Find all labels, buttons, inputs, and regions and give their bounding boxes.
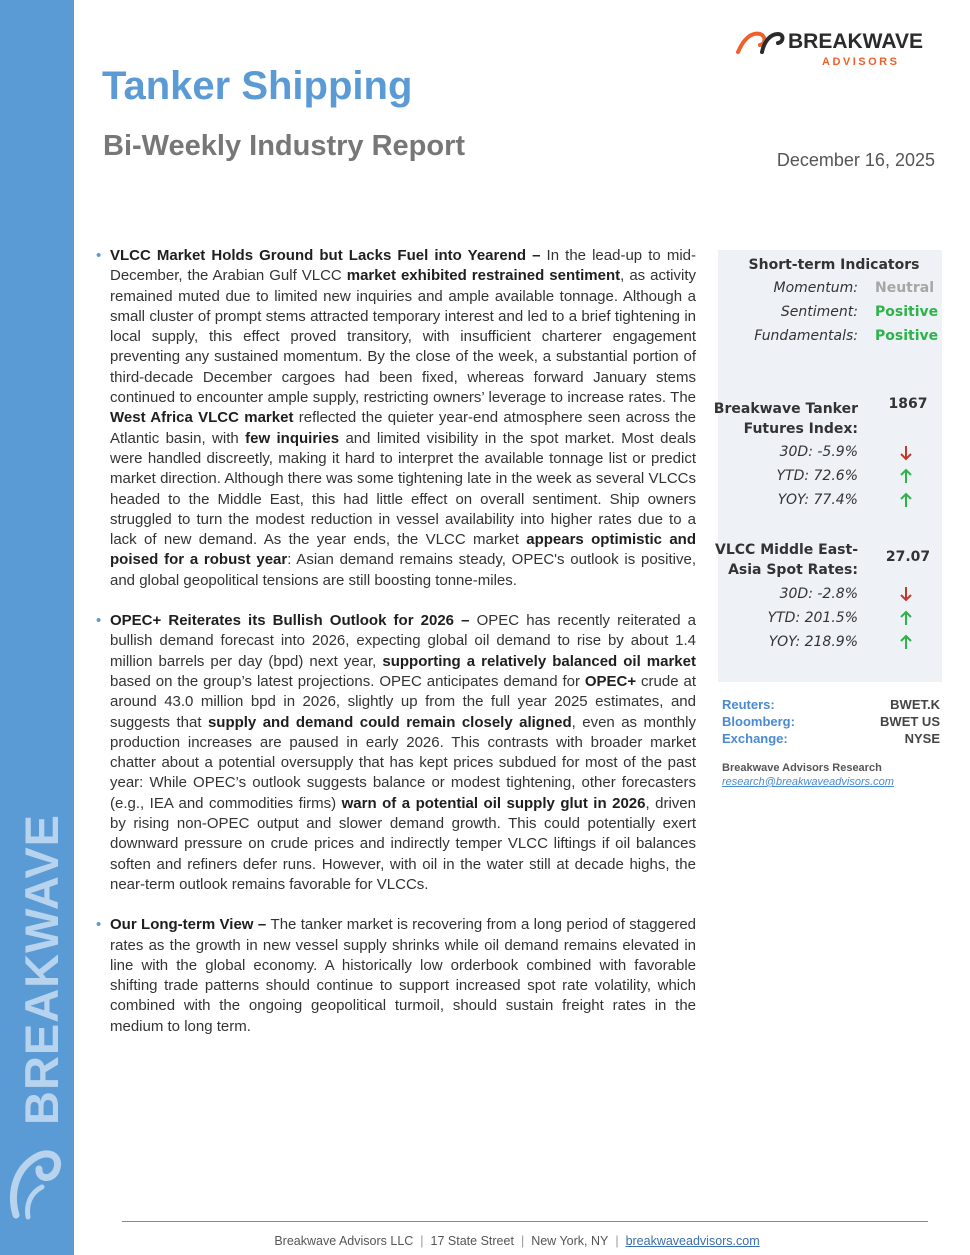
- spot-rates-value: 27.07: [885, 549, 931, 565]
- left-sidebar: [0, 0, 74, 1255]
- sidebar-brand-text: BREAKWAVE: [15, 813, 68, 1125]
- footer-company: Breakwave Advisors LLC: [274, 1234, 414, 1248]
- bullet-text-run: The tanker market is recovering from a long period of staggered rates as the growth in new vessel supply shrinks while oil demand remains elevated in line with the global economy. A historically low orderbook combined with favorable shifting trade patterns should continue to support increased spot rate volatility, which combined with the ongoing geopolitical turmoil, should sustain freight rates in the medium to long term.: [110, 916, 697, 1035]
- ticker-label: Exchange:: [722, 731, 788, 746]
- bullet-text-run: : Asian demand remains steady, OPEC's outlook is positive, and global geopolitical tensions are still boosting tonne-miles.: [110, 551, 697, 589]
- indicator-label: Sentiment:: [780, 304, 858, 320]
- bullet-text-run: In the lead-up to mid-December, the Arabian Gulf VLCC: [110, 247, 696, 285]
- ticker-row-bloomberg: [722, 713, 940, 730]
- ticker-info: [722, 696, 940, 747]
- spot-rates-title-line2: Asia Spot Rates:: [728, 562, 858, 578]
- report-title: Tanker Shipping: [102, 64, 413, 108]
- footer-address: 17 State Street: [430, 1234, 514, 1248]
- spot-rates-change-ytd: YTD: 201.5%: [767, 610, 858, 626]
- bullet-bold-phrase: VLCC Market Holds Ground but Lacks Fuel into Yearend –: [110, 247, 547, 264]
- main-content: [94, 246, 696, 1057]
- bullet-bold-phrase: few inquiries: [245, 429, 340, 447]
- indicators-title: Short-term Indicators: [748, 257, 920, 273]
- bullet-dot-icon: •: [96, 247, 102, 264]
- arrow-up-icon: [899, 610, 913, 626]
- indicators-panel: [713, 250, 942, 682]
- bullet-bold-phrase: OPEC+: [584, 672, 637, 690]
- bullet-text: [110, 916, 696, 1034]
- bullet-bold-phrase: appears optimistic and poised for a robust year: [110, 531, 697, 569]
- bullet-text-run: , driven by rising non-OPEC output and slower demand growth. This could potentially exert downward pressure on crude prices and indirectly temper VLCC liftings if oil balances soften and refiners defer runs. However, with oil in the water still at decade highs, the near-term outlook remains favorable for VLCCs.: [110, 794, 696, 893]
- arrow-up-icon: [899, 468, 913, 484]
- futures-index-change-yoy: YOY: 77.4%: [777, 492, 858, 508]
- bullet-bold-phrase: warn of a potential oil supply glut in 2026: [341, 794, 646, 812]
- indicator-value: Positive: [875, 328, 939, 344]
- footer-separator: |: [615, 1234, 619, 1248]
- futures-index-change-30d: 30D: -5.9%: [779, 444, 858, 460]
- ticker-label: Reuters:: [722, 697, 775, 712]
- ticker-value: NYSE: [904, 731, 940, 746]
- spot-rates-title: [708, 540, 858, 580]
- bullet-text-run: based on the group’s latest projections. OPEC anticipates demand for: [110, 672, 585, 690]
- logo-name: BREAKWAVE: [788, 30, 923, 53]
- spot-rates-change-yoy: YOY: 218.9%: [768, 634, 858, 650]
- sidebar-wave-logo-icon: [6, 1135, 66, 1225]
- indicator-label: Momentum:: [773, 280, 858, 296]
- indicator-value: Neutral: [875, 280, 935, 296]
- bullet-bold-phrase: Our Long-term View –: [110, 916, 271, 934]
- ticker-row-exchange: [722, 730, 940, 747]
- bullet-text-run: , as activity remained muted due to limited new inquiries and ample available tonnage. Although a small cluster of prompt stems attracted temporary interest and led to a brief tightening in local supply, this effect proved transitory, with insufficient charterer engagement preventing any sustained momentum. By the close of the week, a substantial portion of third-decade December cargoes had been fixed, whereas forward January stems continued to encounter ample supply, restricting owners’ leverage to increase rates. The: [110, 267, 696, 407]
- spot-rates-change-30d: 30D: -2.8%: [779, 586, 858, 602]
- research-contact: [722, 761, 894, 789]
- bullet-vlcc-market: [94, 246, 696, 591]
- research-email-link[interactable]: research@breakwaveadvisors.com: [722, 776, 894, 788]
- arrow-down-icon: [899, 445, 913, 461]
- bullet-bold-phrase: supporting a relatively balanced oil market: [382, 652, 696, 670]
- bullet-text: [110, 612, 696, 893]
- indicator-sentiment: [718, 304, 942, 326]
- report-date: December 16, 2025: [776, 150, 935, 170]
- arrow-up-icon: [899, 634, 913, 650]
- ticker-value: BWET US: [880, 714, 940, 729]
- indicator-fundamentals: [718, 328, 942, 350]
- bullet-text: [110, 247, 696, 589]
- indicator-value: Positive: [875, 304, 939, 320]
- research-name: Breakwave Advisors Research: [722, 762, 882, 774]
- footer-website-link[interactable]: breakwaveadvisors.com: [625, 1234, 760, 1248]
- bullet-long-term-view: [94, 915, 696, 1037]
- bullet-text-run: reflected the quieter year-end atmosphere seen across the Atlantic basin, with: [110, 409, 696, 447]
- ticker-value: BWET.K: [890, 697, 940, 712]
- futures-index-title: [708, 399, 858, 439]
- bullet-dot-icon: •: [96, 612, 102, 630]
- bullet-text-run: OPEC has recently reiterated a bullish demand forecast into 2026, expecting global oil demand to rise by about 1.4 million barrels per day (bpd) next year,: [110, 612, 696, 670]
- bullet-opec-outlook: [94, 611, 696, 895]
- footer-city: New York, NY: [531, 1234, 609, 1248]
- bullet-text-run: , even as monthly production increases are paused in early 2026. This contrasts with broader market chatter about a potential oversupply that has kept prices subdued for most of the past year: While OPEC’s outlook suggests balance or modest tightening, other forecasters (e.g., IEA and commodities firms): [110, 713, 696, 812]
- report-subtitle: Bi-Weekly Industry Report: [103, 130, 466, 162]
- bullet-bold-phrase: supply and demand could remain closely aligned: [207, 713, 572, 731]
- ticker-row-reuters: [722, 696, 940, 713]
- footer-separator: |: [420, 1234, 424, 1248]
- futures-index-title-line1: Breakwave Tanker: [713, 401, 858, 417]
- bullet-bold-phrase: West Africa VLCC market: [110, 409, 294, 427]
- bullet-bold-phrase: OPEC+ Reiterates its Bullish Outlook for 2026 –: [110, 612, 477, 630]
- wave-logo-icon: [736, 28, 786, 56]
- logo-subtitle: ADVISORS: [822, 56, 900, 68]
- arrow-up-icon: [899, 492, 913, 508]
- footer: [0, 1234, 970, 1248]
- arrow-down-icon: [899, 586, 913, 602]
- ticker-label: Bloomberg:: [722, 714, 795, 729]
- indicator-momentum: [718, 280, 942, 302]
- bullet-text-run: crude at around 43.0 million bpd in 2026, slightly up from the full year 2025 estimates, and suggests that: [110, 672, 696, 731]
- spot-rates-title-line1: VLCC Middle East-: [715, 542, 858, 558]
- futures-index-value: 1867: [888, 396, 928, 412]
- bullet-dot-icon: •: [96, 916, 102, 934]
- bullet-text-run: and limited visibility in the spot market. Most deals were handled discreetly, making it hard to interpret the available tonnage list or predict market direction. Although there was some tightening late in the week as several VLCCs headed to the Middle East, this had little effect on overall sentiment. Ship owners struggled to turn the modest reduction in vessel availability into higher rates due to a lack of new demand. As the year ends, the VLCC market: [110, 429, 696, 549]
- indicator-label: Fundamentals:: [754, 328, 858, 344]
- footer-divider: [122, 1221, 928, 1222]
- futures-index-change-ytd: YTD: 72.6%: [776, 468, 858, 484]
- futures-index-title-line2: Futures Index:: [743, 421, 858, 437]
- footer-separator: |: [520, 1234, 525, 1248]
- bullet-bold-phrase: market exhibited restrained sentiment: [346, 267, 621, 285]
